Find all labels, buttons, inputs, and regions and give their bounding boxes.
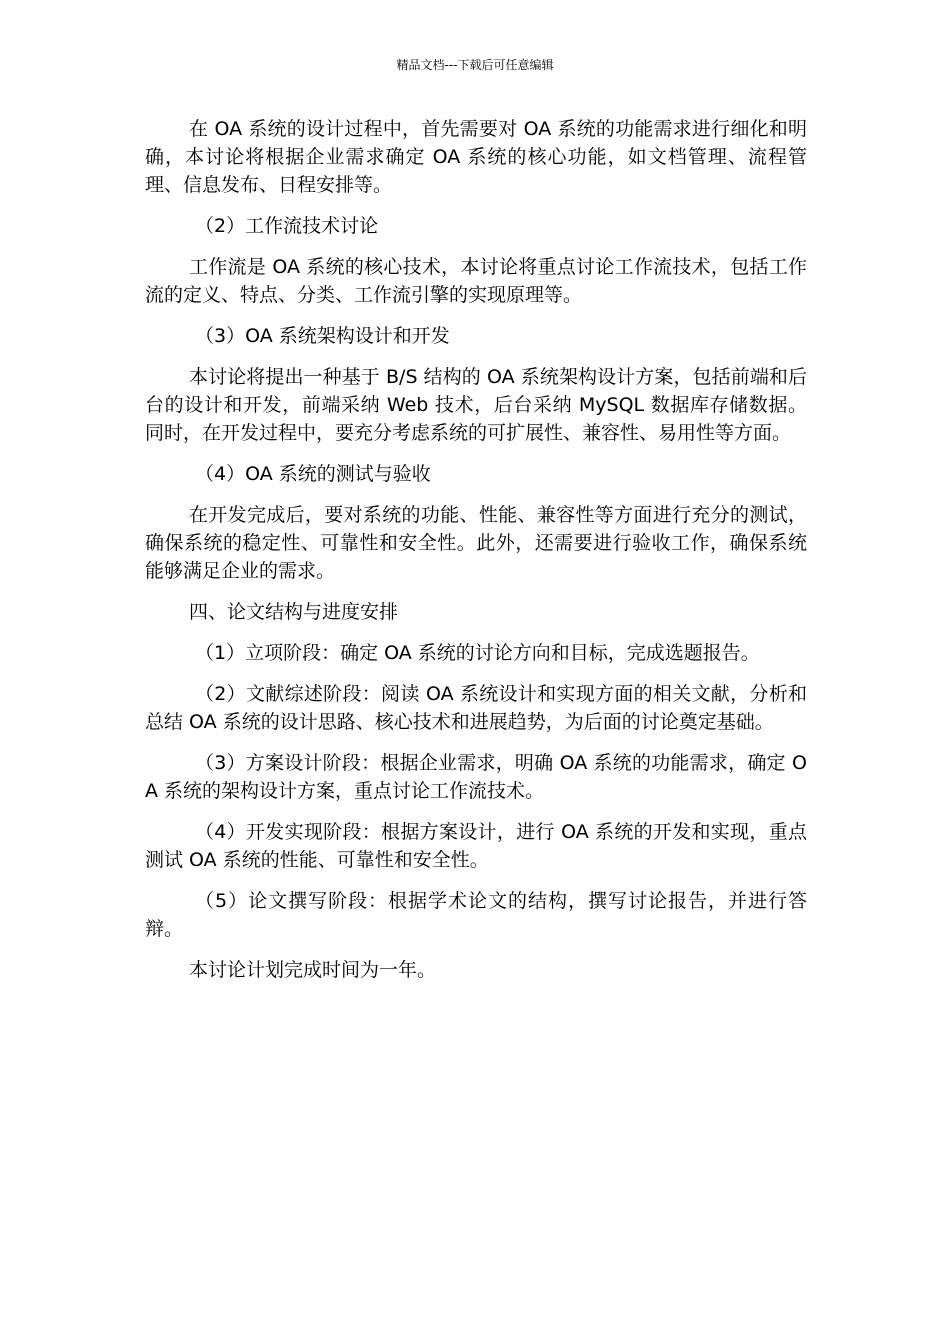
schedule-item-4: （4）开发实现阶段：根据方案设计，进行 OA 系统的开发和实现，重点测试 OA 系统的性能、可靠性和安全性。 [145,821,807,871]
schedule-item-2: （2）文献综述阶段：阅读 OA 系统设计和实现方面的相关文献，分析和总结 OA 系统的设计思路、核心技术和进展趋势，为后面的讨论奠定基础。 [145,683,807,733]
heading-architecture-design: （3）OA 系统架构设计和开发 [195,325,450,347]
paragraph-closing: 本讨论计划完成时间为一年。 [189,959,437,981]
schedule-item-3: （3）方案设计阶段：根据企业需求，明确 OA 系统的功能需求，确定 OA 系统的架构设计方案，重点讨论工作流技术。 [145,752,807,802]
paragraph-workflow: 工作流是 OA 系统的核心技术，本讨论将重点讨论工作流技术，包括工作流的定义、特点、分类、工作流引擎的实现原理等。 [145,256,807,306]
heading-testing-acceptance: （4）OA 系统的测试与验收 [195,463,431,485]
schedule-item-5: （5）论文撰写阶段：根据学术论文的结构，撰写讨论报告，并进行答辩。 [145,890,807,940]
paragraph-testing: 在开发完成后，要对系统的功能、性能、兼容性等方面进行充分的测试，确保系统的稳定性、可靠性和安全性。此外，还需要进行验收工作，确保系统能够满足企业的需求。 [145,504,807,582]
section-heading-structure-schedule: 四、论文结构与进度安排 [189,601,399,623]
page-header: 精品文档---下载后可任意编辑 [396,58,554,72]
paragraph-function-requirements: 在 OA 系统的设计过程中，首先需要对 OA 系统的功能需求进行细化和明确，本讨论将根据企业需求确定 OA 系统的核心功能，如文档管理、流程管理、信息发布、日程安排等。 [145,118,807,196]
paragraph-architecture: 本讨论将提出一种基于 B/S 结构的 OA 系统架构设计方案，包括前端和后台的设计和开发，前端采纳 Web 技术，后台采纳 MySQL 数据库存储数据。同时，在开发过程中，要充分考虑系统的可扩展性、兼容性、易用性等方面。 [145,366,807,444]
schedule-item-1: （1）立项阶段：确定 OA 系统的讨论方向和目标，完成选题报告。 [195,642,760,664]
heading-workflow-technology: （2）工作流技术讨论 [195,215,379,237]
document-body [145,115,807,997]
